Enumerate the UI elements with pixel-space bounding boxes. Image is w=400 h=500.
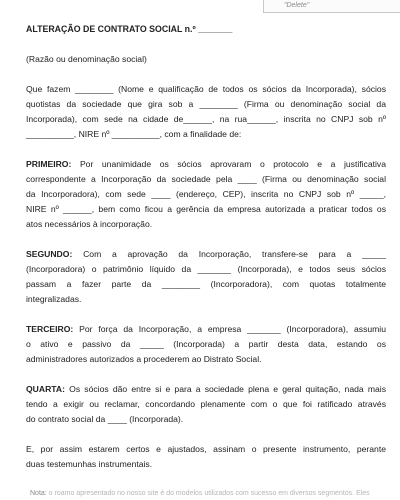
- delete-tag-label[interactable]: "Delete": [284, 2, 310, 9]
- clause-text: Por força da Incorporação, a empresa _______ (Incorporadora), assumiu: [73, 324, 386, 334]
- intro-line: __________, NIRE nº __________, com a finalidade de:: [26, 129, 242, 139]
- clause-quarta: [26, 382, 386, 427]
- clause-line: do contrato social da ____ (Incorporada).: [26, 414, 184, 424]
- contract-document: [26, 22, 386, 487]
- clause-label: QUARTA:: [26, 384, 65, 394]
- clause-text: Com a aprovação da Incorporação, transfere-se para a _____: [72, 249, 386, 259]
- clause-line: integralizadas.: [26, 294, 82, 304]
- clause-primeiro: [26, 157, 386, 232]
- clause-terceiro: [26, 322, 386, 367]
- delete-tag-ghost-text: [268, 0, 302, 1]
- closing-line: duas testemunhas instrumentais.: [26, 459, 153, 469]
- clause-line: [26, 247, 386, 262]
- company-name-placeholder: (Razão ou denominação social): [26, 54, 147, 64]
- clause-line: [26, 382, 386, 397]
- intro-line: Incorporada), com sede na cidade de______, na rua______, inscrita no CNPJ sob nº: [26, 114, 386, 124]
- clause-line: (Incorporadora) o patrimônio líquido da _______ (Incorporada), e todos seus sócios: [26, 264, 386, 274]
- footnote-text: o roamo apresentado no nosso site é do modelos utilizados com sucesso em diversos segmentos. Eles: [46, 490, 370, 497]
- document-title: ALTERAÇÃO DE CONTRATO SOCIAL n.º _______: [26, 24, 233, 34]
- clause-line: [26, 157, 386, 172]
- clause-segundo: [26, 247, 386, 307]
- clause-line: NIRE nº ______, bem como ficou a gerência da empresa autorizada a praticar todos os: [26, 204, 386, 214]
- clause-line: atos necessários à incorporação.: [26, 219, 153, 229]
- clause-line: administradores autorizados a procederem ao Distrato Social.: [26, 354, 262, 364]
- closing-line: E, por assim estarem certos e ajustados, assinam o presente instrumento, perante: [26, 444, 386, 454]
- intro-paragraph: [26, 82, 386, 142]
- clause-line: passam a fazer parte da ________ (Incorporadora), com quotas totalmente: [26, 279, 386, 289]
- closing-paragraph: [26, 442, 386, 472]
- clause-line: da Incorporadora), com sede ____ (endereço, CEP), inscrita no CNPJ sob nº _____,: [26, 189, 386, 199]
- intro-line: quotistas da sociedade que gira sob a ________ (Firma ou denominação social da: [26, 99, 386, 109]
- clause-line: o ativo e passivo da _____ (Incorporada) a partir desta data, estando os: [26, 339, 386, 349]
- clause-line: [26, 322, 386, 337]
- clause-label: SEGUNDO:: [26, 249, 73, 259]
- clause-label: PRIMEIRO:: [26, 159, 72, 169]
- clause-text: Por unanimidade os sócios aprovaram o protocolo e a justificativa: [71, 159, 386, 169]
- clause-line: tendo a exigir ou reclamar, concordando plenamente com o que foi ratificado através: [26, 399, 386, 409]
- clause-line: correspondente a Incorporação da sociedade pela ____ (Firma ou denominação social: [26, 174, 386, 184]
- delete-tag[interactable]: [263, 0, 400, 13]
- intro-line: Que fazem ________ (Nome e qualificação de todos os sócios da Incorporada), sócios: [26, 84, 386, 94]
- clause-text: Os sócios dão entre si e para a sociedade plena e geral quitação, nada mais: [64, 384, 386, 394]
- footnote-label: Nota:: [30, 490, 47, 497]
- footnote: [30, 490, 390, 497]
- clause-label: TERCEIRO:: [26, 324, 74, 334]
